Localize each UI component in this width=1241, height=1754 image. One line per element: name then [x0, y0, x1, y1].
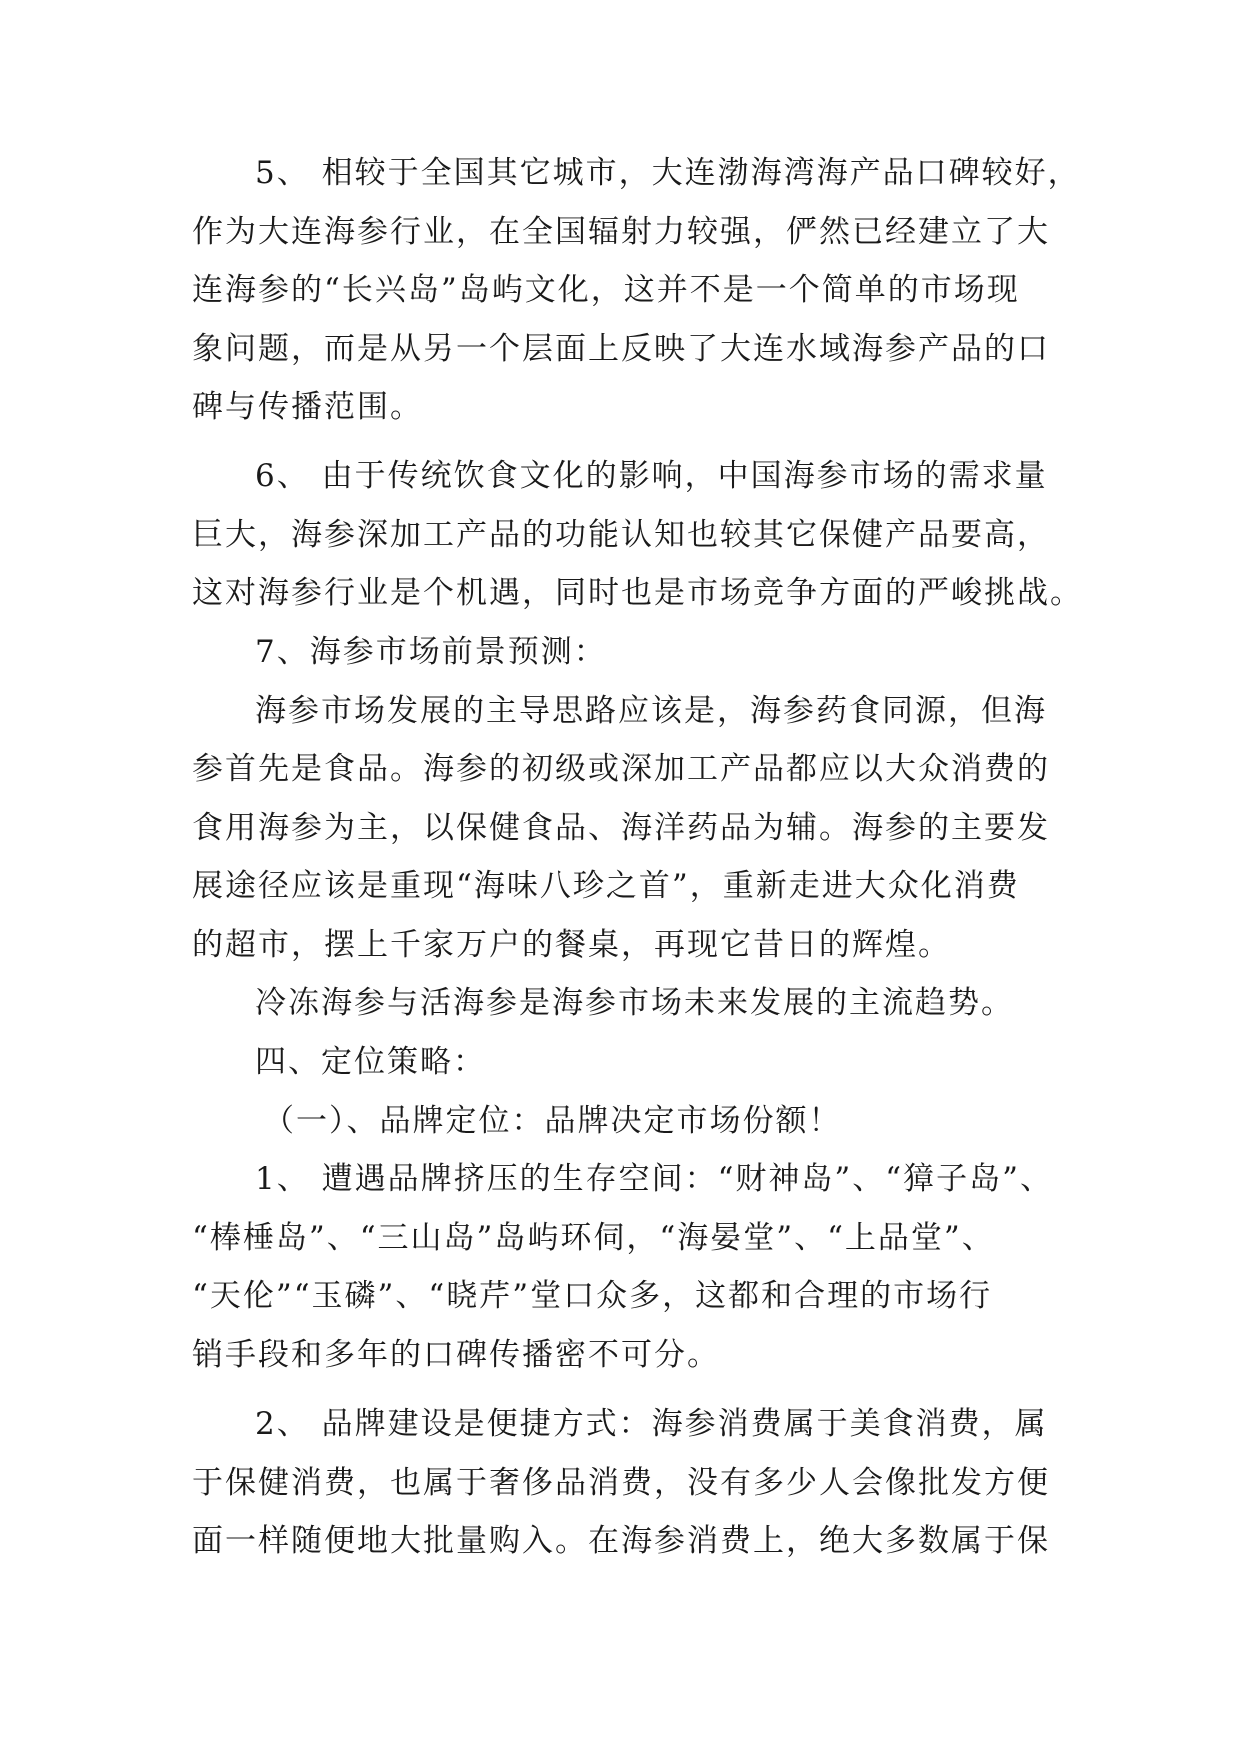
forecast-paragraph-line-4: 展途径应该是重现“海味八珍之首”，重新走进大众化消费: [192, 868, 1020, 904]
brand-item-1-line-1: 1、 遭遇品牌挤压的生存空间：“财神岛”、“獐子岛”、: [255, 1161, 1053, 1197]
forecast-paragraph-line-1: 海参市场发展的主导思路应该是，海参药食同源，但海: [255, 693, 1047, 729]
paragraph-5-line-3: 连海参的“长兴岛”岛屿文化，这并不是一个简单的市场现: [192, 272, 1020, 308]
forecast-paragraph-line-2: 参首先是食品。海参的初级或深加工产品都应以大众消费的: [192, 751, 1050, 787]
brand-item-1-line-4: 销手段和多年的口碑传播密不可分。: [192, 1337, 720, 1373]
trend-paragraph: 冷冻海参与活海参是海参市场未来发展的主流趋势。: [255, 985, 1014, 1021]
heading-7-forecast: 7、海参市场前景预测：: [255, 634, 607, 670]
paragraph-6-line-2: 巨大，海参深加工产品的功能认知也较其它保健产品要高，: [192, 517, 1050, 553]
brand-item-2-line-3: 面一样随便地大批量购入。在海参消费上，绝大多数属于保: [192, 1523, 1050, 1559]
subsection-heading-brand: （一）、品牌定位：品牌决定市场份额！: [263, 1103, 842, 1139]
section-heading-positioning: 四、定位策略：: [255, 1044, 486, 1080]
paragraph-5-line-2: 作为大连海参行业，在全国辐射力较强，俨然已经建立了大: [192, 214, 1050, 250]
brand-item-1-line-2: “棒棰岛”、“三山岛”岛屿环伺，“海晏堂”、“上品堂”、: [192, 1220, 995, 1256]
brand-item-1-line-3: “天伦”“玉磷”、“晓芹”堂口众多，这都和合理的市场行: [192, 1278, 993, 1314]
paragraph-6-line-1: 6、 由于传统饮食文化的影响，中国海参市场的需求量: [255, 458, 1048, 494]
paragraph-5-line-5: 碑与传播范围。: [192, 389, 423, 425]
paragraph-5-line-4: 象问题，而是从另一个层面上反映了大连水域海参产品的口: [192, 331, 1050, 367]
forecast-paragraph-line-3: 食用海参为主，以保健食品、海洋药品为辅。海参的主要发: [192, 810, 1050, 846]
paragraph-6-line-3: 这对海参行业是个机遇，同时也是市场竞争方面的严峻挑战。: [192, 575, 1083, 611]
brand-item-2-line-2: 于保健消费，也属于奢侈品消费，没有多少人会像批发方便: [192, 1465, 1050, 1501]
brand-item-2-line-1: 2、 品牌建设是便捷方式：海参消费属于美食消费，属: [255, 1406, 1048, 1442]
forecast-paragraph-line-5: 的超市，摆上千家万户的餐桌，再现它昔日的辉煌。: [192, 927, 951, 963]
paragraph-5-line-1: 5、 相较于全国其它城市，大连渤海湾海产品口碑较好，: [255, 155, 1081, 191]
